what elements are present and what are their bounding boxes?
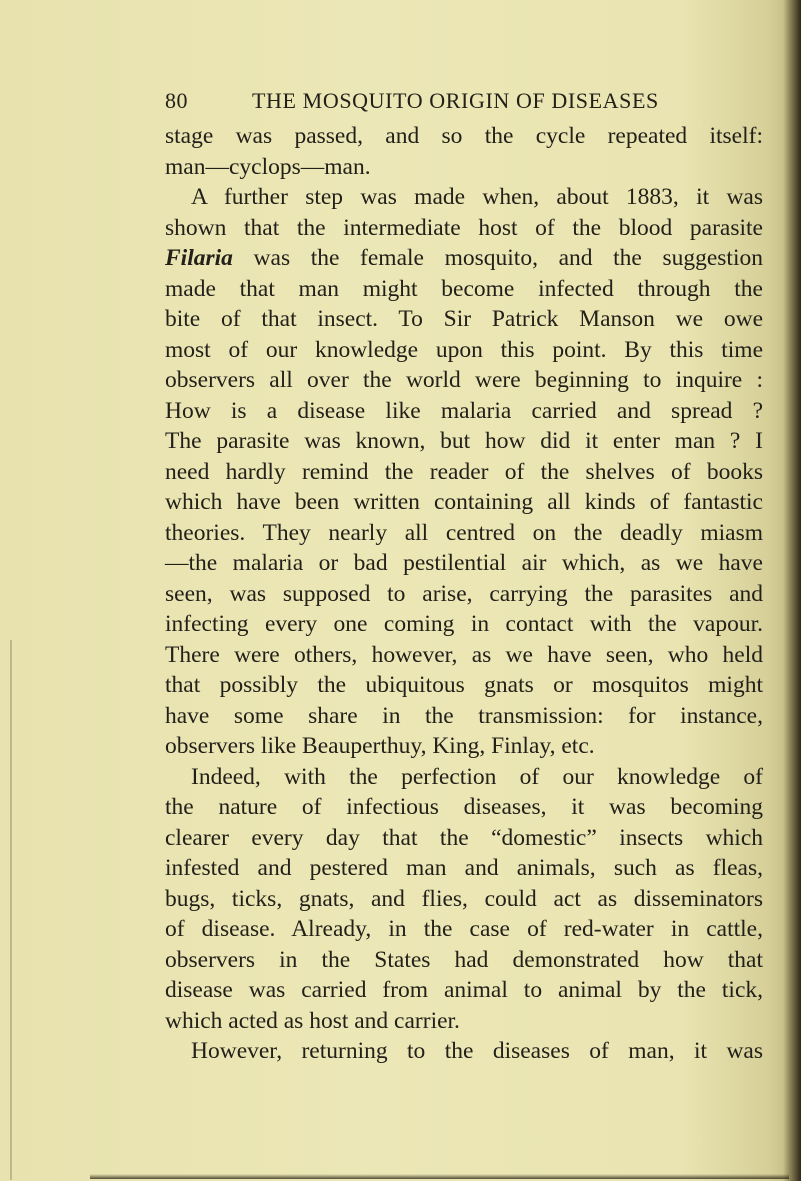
italic-term: Filaria — [165, 245, 233, 271]
text-line: bite of that insect. To Sir Patrick Manson we owe — [165, 306, 763, 332]
text-line-rest: was the female mosquito, and the suggestion — [253, 245, 763, 271]
book-edge-shadow — [783, 0, 801, 1181]
text-line: The parasite was known, but how did it enter man ? I — [165, 428, 763, 454]
text-line: bugs, ticks, gnats, and flies, could act as disseminators — [165, 885, 763, 912]
page-number: 80 — [165, 88, 188, 113]
text-line: made that man might become infected through the — [165, 275, 763, 302]
text-line: man—cyclops—man. — [165, 153, 371, 180]
paragraph-start-line: However, returning to the diseases of man, it was — [191, 1038, 763, 1064]
text-line: have some share in the transmission: for instance, — [165, 702, 763, 729]
paragraph-start-line: A further step was made when, about 1883, it was — [191, 184, 763, 210]
text-line: shown that the intermediate host of the blood parasite — [165, 214, 763, 241]
text-line: need hardly remind the reader of the shelves of books — [165, 458, 763, 485]
text-line: observers all over the world were beginning to inquire : — [165, 367, 763, 393]
text-line: There were others, however, as we have seen, who held — [165, 641, 763, 668]
text-line: observers like Beauperthuy, King, Finlay, etc. — [165, 733, 595, 759]
text-line: most of our knowledge upon this point. By this time — [165, 336, 763, 363]
text-line: —the malaria or bad pestilential air which, as we have — [165, 550, 763, 576]
text-line: which have been written containing all kinds of fantastic — [165, 489, 763, 515]
text-line: How is a disease like malaria carried and spread ? — [165, 397, 763, 424]
page-header — [165, 88, 765, 118]
paragraph-start-line: Indeed, with the perfection of our knowledge of — [191, 763, 763, 790]
text-line: seen, was supposed to arise, carrying the parasites and — [165, 580, 763, 607]
text-line: the nature of infectious diseases, it was becoming — [165, 794, 763, 820]
page-bottom-edge — [90, 1174, 789, 1179]
text-line: theories. They nearly all centred on the deadly miasm — [165, 519, 763, 546]
text-line: of disease. Already, in the case of red-water in cattle, — [165, 916, 763, 942]
text-line — [165, 243, 763, 274]
text-line: disease was carried from animal to animal by the tick, — [165, 977, 763, 1003]
text-line: infecting every one coming in contact with the vapour. — [165, 611, 763, 637]
page-edge-line — [10, 640, 12, 1180]
text-line: which acted as host and carrier. — [165, 1007, 460, 1034]
body-text — [165, 121, 763, 1067]
text-line: observers in the States had demonstrated how that — [165, 946, 763, 973]
text-line: clearer every day that the “domestic” insects which — [165, 824, 763, 851]
running-title: THE MOSQUITO ORIGIN OF DISEASES — [252, 88, 659, 113]
text-line: infested and pestered man and animals, such as fleas, — [165, 855, 763, 881]
text-line: stage was passed, and so the cycle repeated itself: — [165, 123, 763, 149]
text-line: that possibly the ubiquitous gnats or mosquitos might — [165, 672, 763, 698]
